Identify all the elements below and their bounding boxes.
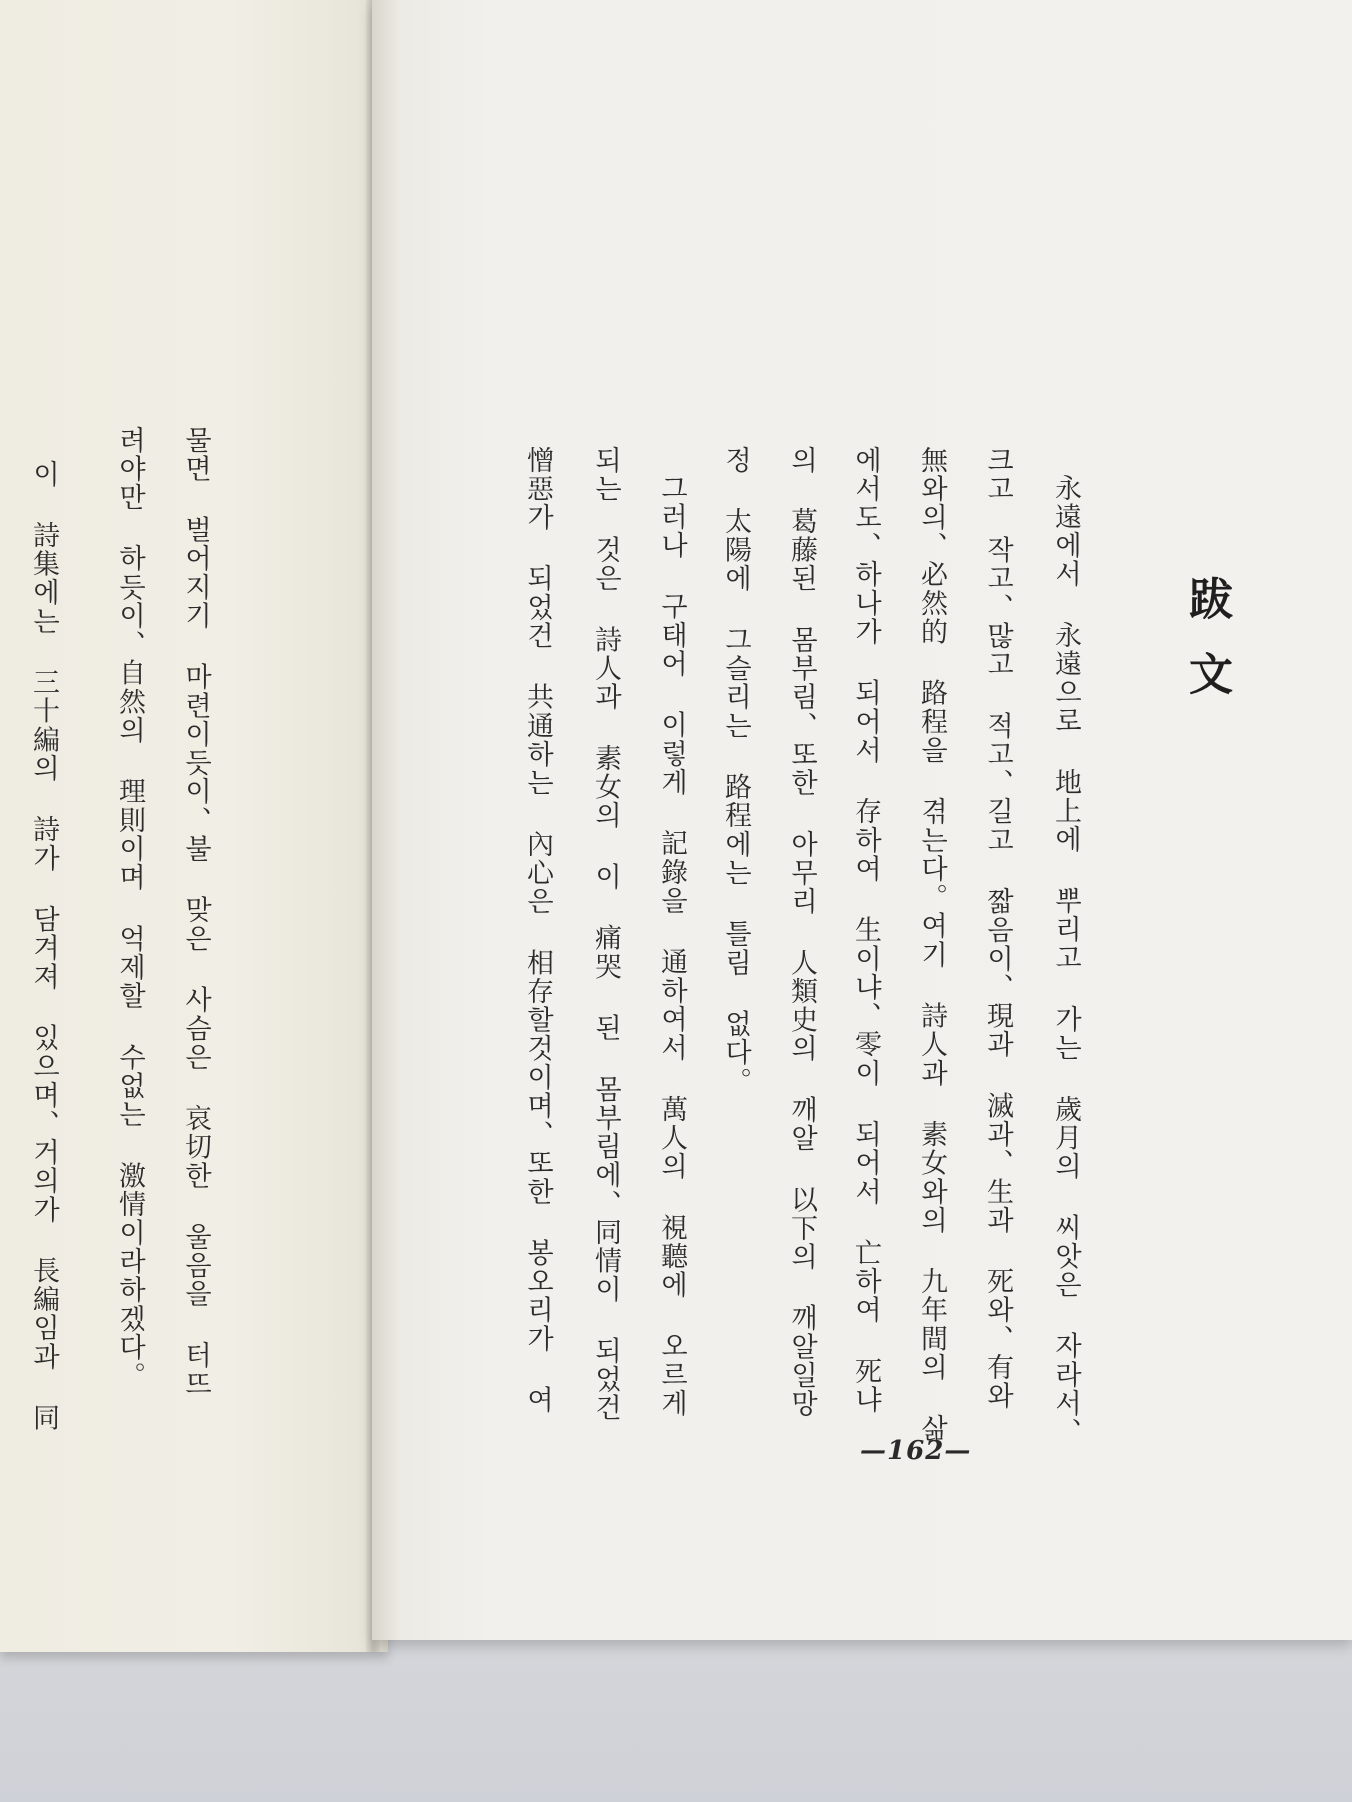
right-text-column-2: 크고 작고、많고 적고、길고 짧음이、現과 滅과、生과 死와、有와 xyxy=(982,446,1013,1411)
left-text-column-3: 이 詩集에는 三十編의 詩가 담겨져 있으며、거의가 長編임과 同 xyxy=(28,460,59,1433)
page-number: —162— xyxy=(860,1436,972,1466)
left-text-column-2: 려야만 하듯이、自然의 理則이며 억제할 수없는 激情이라하겠다。 xyxy=(114,426,145,1391)
page-heading: 跋文 xyxy=(1181,576,1232,726)
left-page xyxy=(0,0,388,1652)
right-text-column-1: 永遠에서 永遠으로 地上에 뿌리고 가는 歲月의 씨앗은 자라서、 xyxy=(1050,474,1081,1447)
left-text-column-1: 물면 벌어지기 마련이듯이、불 맞은 사슴은 哀切한 울음을 터뜨 xyxy=(180,426,211,1399)
right-text-column-4: 에서도、하나가 되어서 存하여 生이냐、零이 되어서 亡하여 死냐 xyxy=(850,446,881,1415)
right-text-column-3: 無와의、必然的 路程을 겪는다。여기 詩人과 素女와의 九年間의 삶 xyxy=(916,446,947,1444)
right-text-column-8: 되는 것은 詩人과 素女의 이 痛哭 된 몸부림에、同情이 되었건 xyxy=(590,446,621,1423)
right-text-column-6: 정 太陽에 그슬리는 路程에는 틀림 없다。 xyxy=(720,446,751,1096)
right-text-column-9: 憎惡가 되었건 共通하는 內心은 相存할것이며、또한 봉오리가 여 xyxy=(522,446,553,1415)
right-text-column-7: 그러나 구태어 이렇게 記錄을 通하여서 萬人의 視聽에 오르게 xyxy=(656,474,687,1418)
right-text-column-5: 의 葛藤된 몸부림、또한 아무리 人類史의 깨알 以下의 깨알일망 xyxy=(786,446,817,1419)
